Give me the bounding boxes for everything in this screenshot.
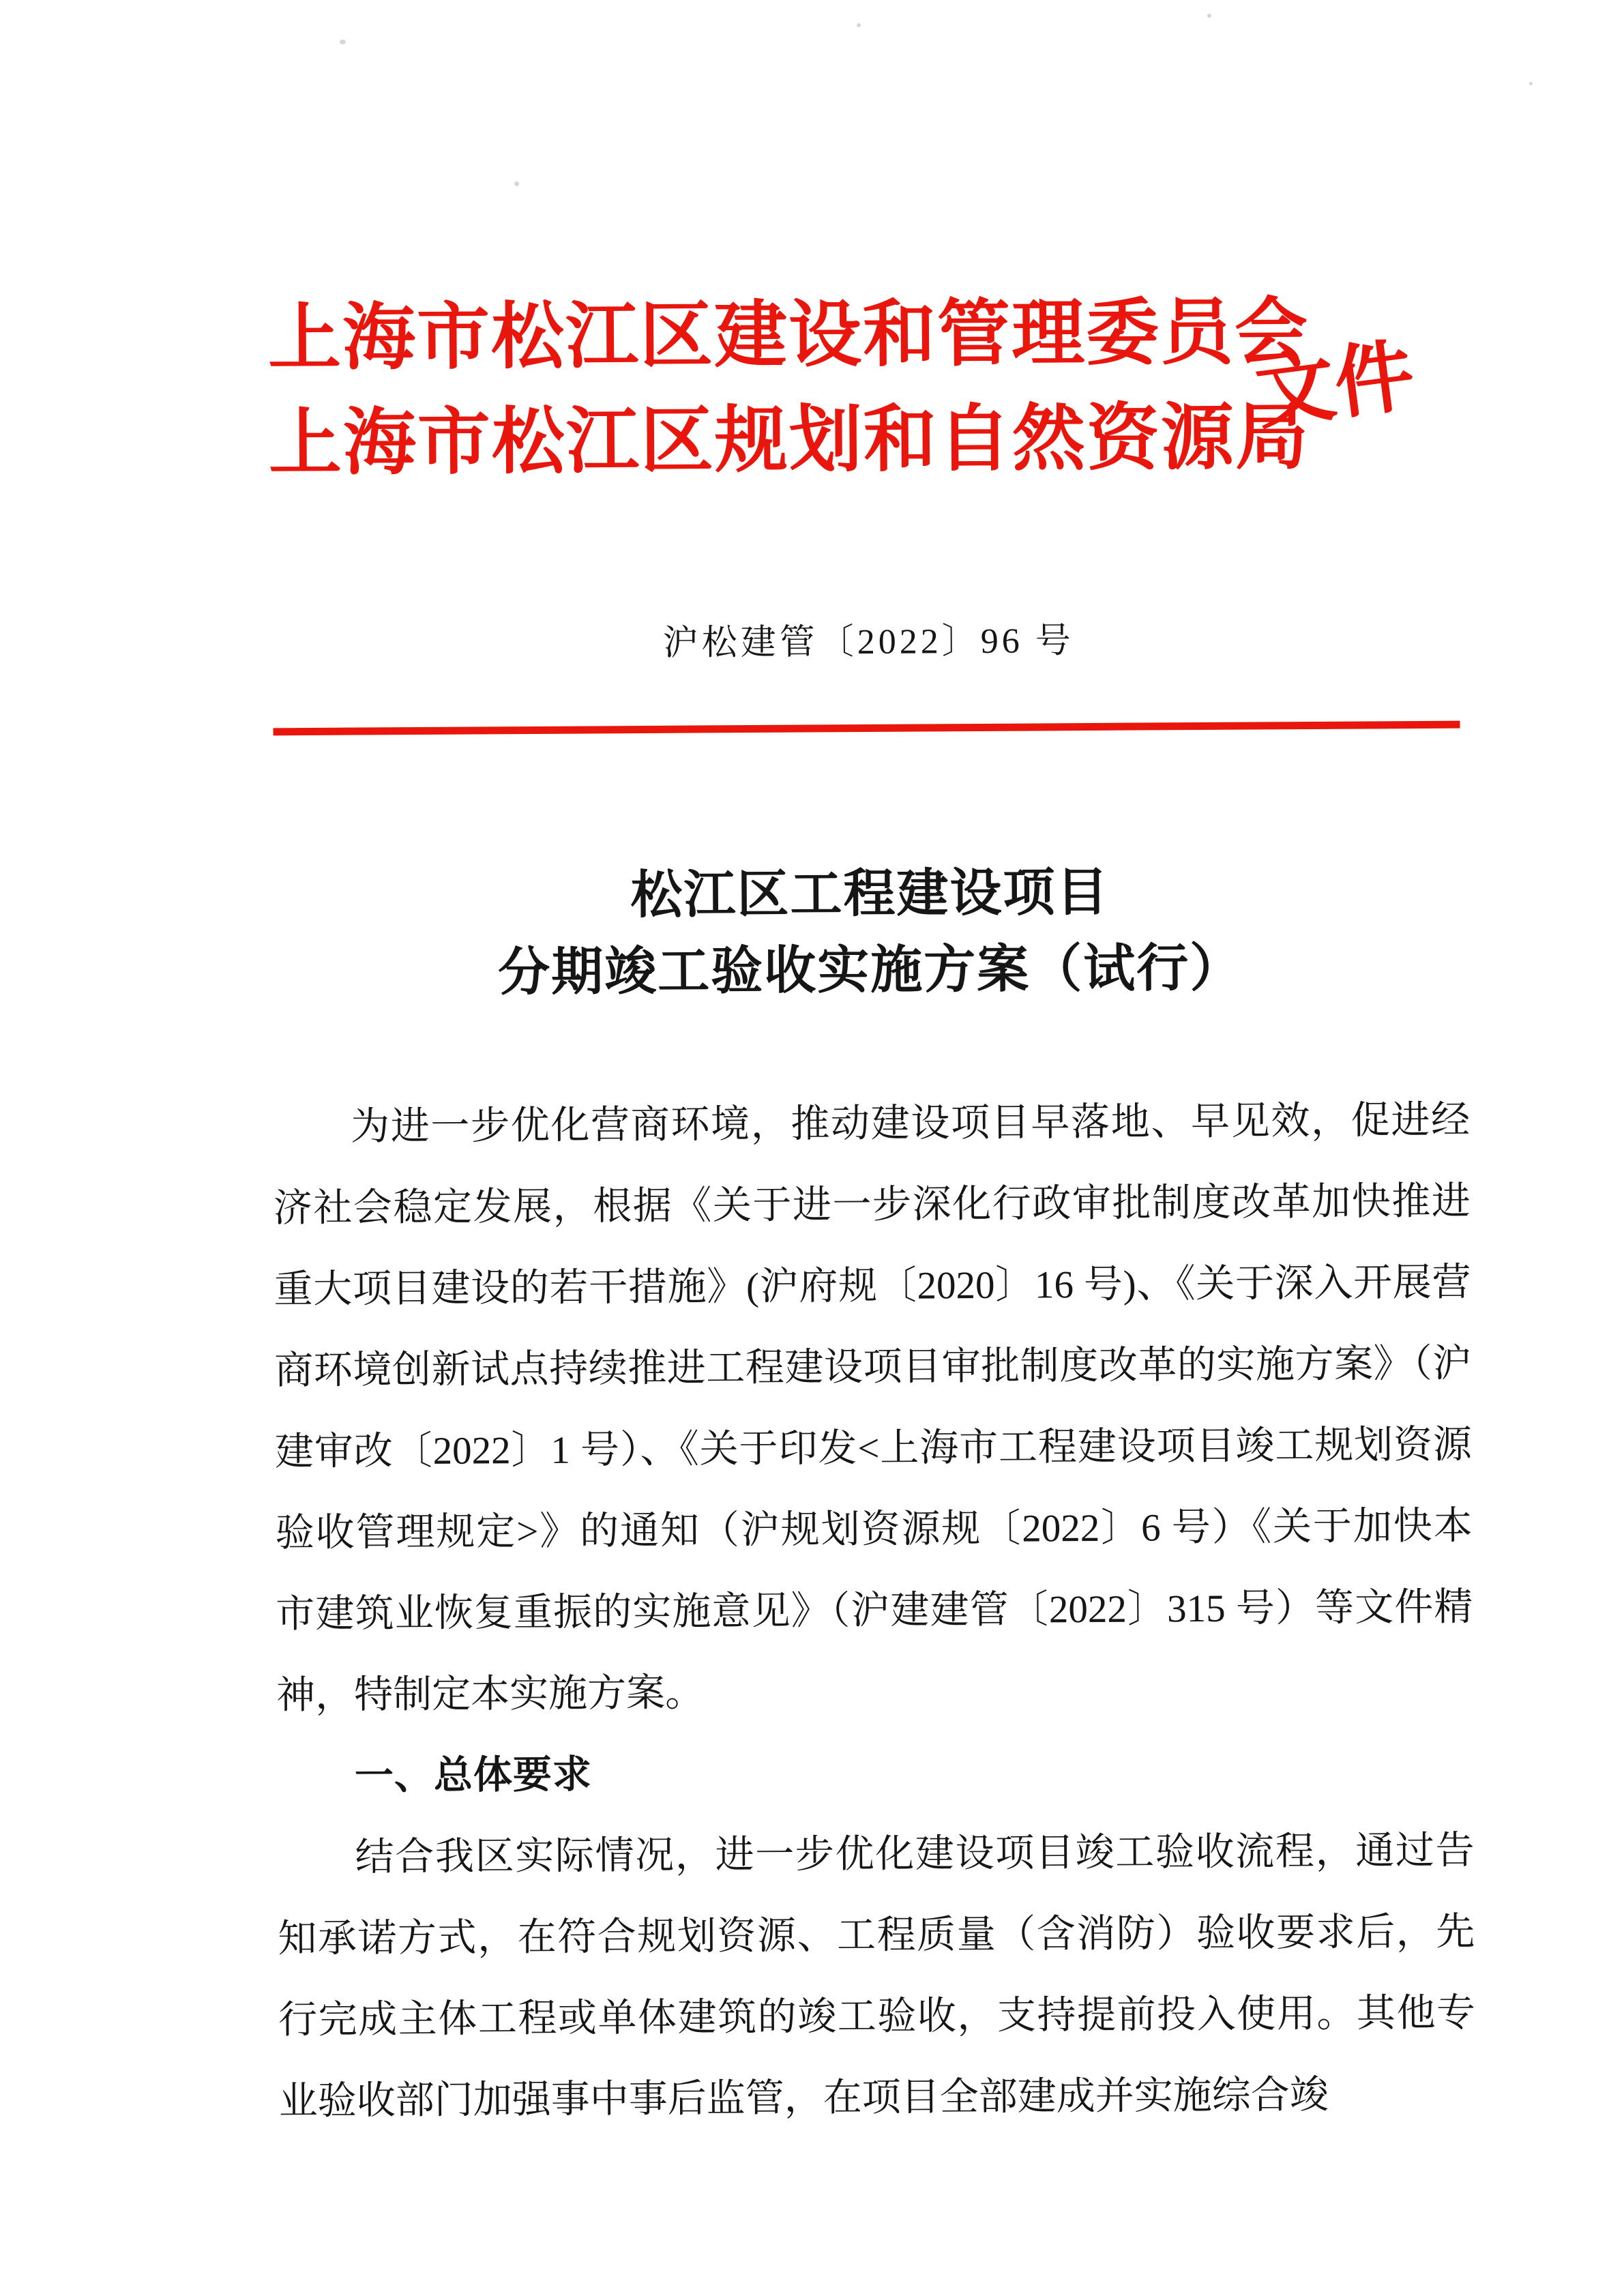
document-title — [271, 853, 1469, 1013]
doc-type-label: 文件 — [1251, 332, 1419, 440]
red-divider-line — [274, 721, 1460, 736]
title-line-1: 松江区工程建设项目 — [630, 864, 1110, 925]
paragraph-intro: 为进一步优化营商环境，推动建设项目早落地、早见效，促进经济社会稳定发展，根据《关于进一步深化行政审批制度改革加快推进重大项目建设的若干措施》(沪府规〔2020〕16 号)、《关于深入开展营商环境创新试点持续推进工程建设项目审批制度改革的实施方案》（沪建审改〔2022〕1 号）、《关于印发<上海市工程建设项目竣工规划资源验收管理规定>》的通知（沪规划资源规〔2022〕6 号）《关于加快本市建筑业恢复重振的实施意见》（沪建建管〔2022〕315 号）等文件精神，特制定本实施方案。 — [273, 1098, 1473, 1718]
issuer-line-2: 上海市松江区规划和自然资源局 — [268, 398, 1310, 485]
title-line-2: 分期竣工验收实施方案（试行） — [497, 939, 1243, 1002]
issuing-authorities — [268, 280, 1310, 497]
issuer-line-1: 上海市松江区建设和管理委员会 — [267, 293, 1310, 380]
document-number: 沪松建管〔2022〕96 号 — [662, 621, 1074, 663]
document-body — [273, 1080, 1476, 2143]
document-content — [266, 0, 1477, 2296]
section-heading-1: 一、总体要求 — [354, 1752, 593, 1798]
scan-speck — [1529, 82, 1533, 85]
paragraph-section-1: 结合我区实际情况，进一步优化建设项目竣工验收流程，通过告知承诺方式，在符合规划资源、工程质量（含消防）验收要求后，先行完成主体工程或单体建筑的竣工验收，支持提前投入使用。其他专业验收部门加强事中事后监管，在项目全部建成并实施综合竣 — [278, 1829, 1476, 2123]
